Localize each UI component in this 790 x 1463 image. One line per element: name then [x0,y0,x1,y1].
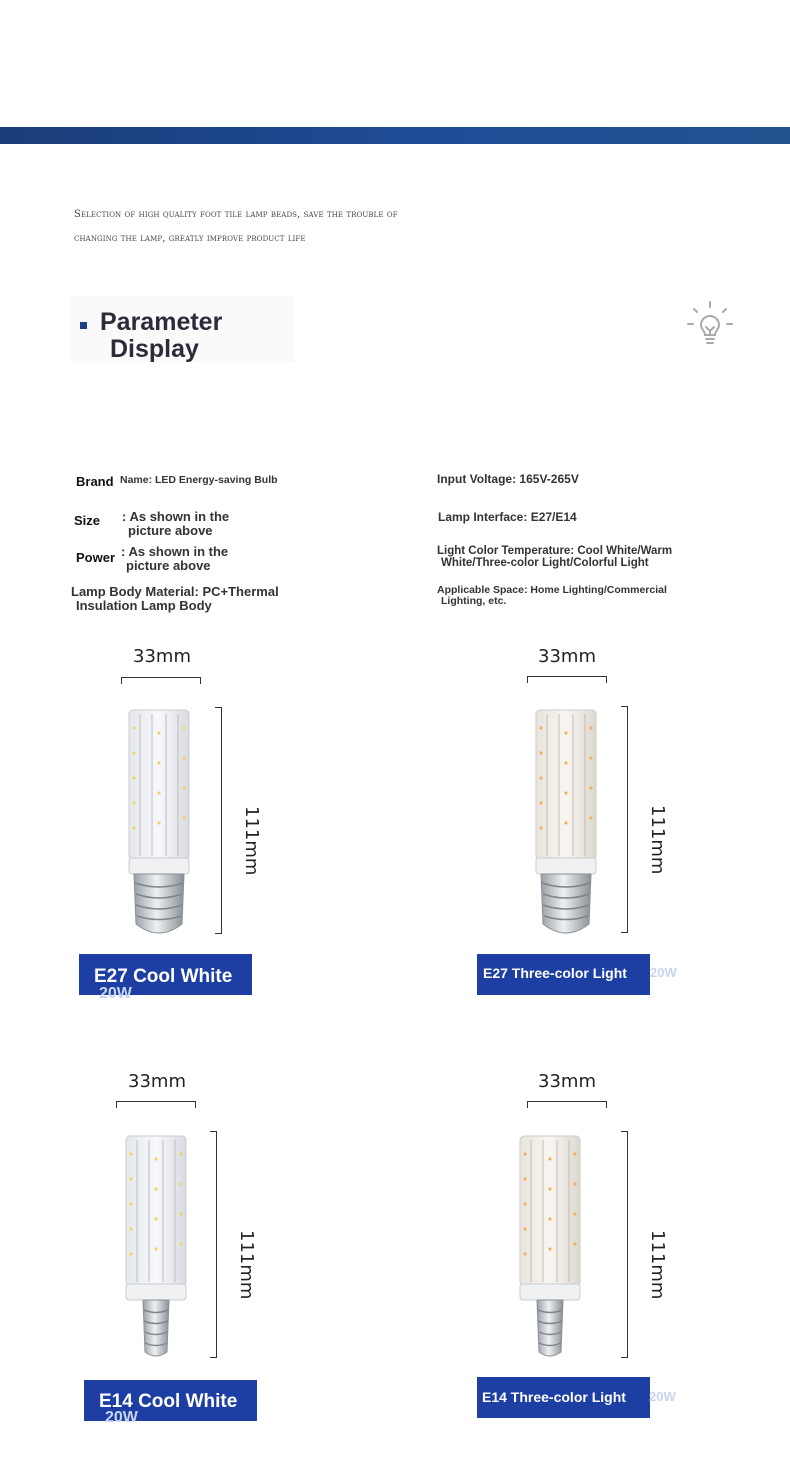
label-main-text: E14 Three-color Light [482,1389,626,1405]
space-line-2: Lighting, etc. [441,595,507,607]
voltage-spec: Input Voltage: 165V-265V [437,472,579,486]
section-title-line-1: Parameter [100,308,223,336]
power-value-line-2: picture above [126,558,211,573]
material-line-1: Lamp Body Material: PC+Thermal [71,584,279,599]
interface-spec: Lamp Interface: E27/E14 [438,510,577,524]
color-temp-spec [437,545,672,569]
height-dimension-line [621,706,628,933]
color-temp-line-2: White/Three-color Light/Colorful Light [441,557,649,569]
lamp-e27-three-color-image [531,708,601,941]
section-title-line-2: Display [110,335,199,363]
section-title [100,309,222,363]
label-main-text: E27 Cool White [94,966,233,987]
width-dimension-text: 33mm [538,646,596,667]
material-line-2: Insulation Lamp Body [76,598,212,613]
power-label: Power [76,550,116,565]
height-dimension-text: 111mm [241,806,262,876]
size-label: Size [74,513,101,528]
size-value-line-1: : As shown in the [122,509,230,524]
power-value [121,545,228,573]
brand-value: Name: LED Energy-saving Bulb [120,474,278,486]
width-dimension-line [121,677,201,684]
material-spec [71,585,279,613]
label-e27-cool-white [79,954,252,1002]
width-dimension-line [527,676,607,683]
height-dimension-line [621,1131,628,1358]
tagline-line-2: changing the lamp, greatly improve product life [74,233,306,244]
width-dimension-text: 33mm [133,646,191,667]
lamp-e14-cool-white-image [121,1134,191,1367]
color-temp-line-1: Light Color Temperature: Cool White/Warm [437,545,673,557]
label-wattage: 20W [649,1389,676,1404]
section-bullet [80,322,87,329]
tagline-line-1: Selection of high quality foot tile lamp beads, save the trouble of [74,209,398,220]
height-dimension-line [210,1131,217,1358]
label-main-text: E27 Three-color Light [483,965,627,981]
lamp-e27-cool-white-image [124,708,194,941]
width-dimension-line [116,1101,196,1108]
size-value-line-2: picture above [128,523,213,538]
width-dimension-text: 33mm [128,1071,186,1092]
label-wattage: 20W [99,985,132,1002]
space-line-1: Applicable Space: Home Lighting/Commercial [437,584,667,596]
height-dimension-text: 111mm [647,805,668,875]
label-main-text: E14 Cool White [99,1391,238,1412]
space-spec [437,585,667,607]
width-dimension-text: 33mm [538,1071,596,1092]
top-banner-bar [0,127,790,144]
height-dimension-text: 111mm [647,1230,668,1300]
label-wattage: 20W [105,1409,138,1426]
brand-label: Brand [76,474,114,489]
label-e27-three-color [477,954,677,995]
label-e14-cool-white [84,1380,257,1426]
size-value [122,510,229,538]
label-e14-three-color [477,1377,676,1418]
power-value-line-1: : As shown in the [121,544,229,559]
lamp-e14-three-color-image [515,1134,585,1367]
height-dimension-line [215,707,222,934]
label-wattage: 20W [650,965,677,980]
height-dimension-text: 111mm [236,1230,257,1300]
lightbulb-icon [686,300,734,352]
width-dimension-line [527,1101,607,1108]
